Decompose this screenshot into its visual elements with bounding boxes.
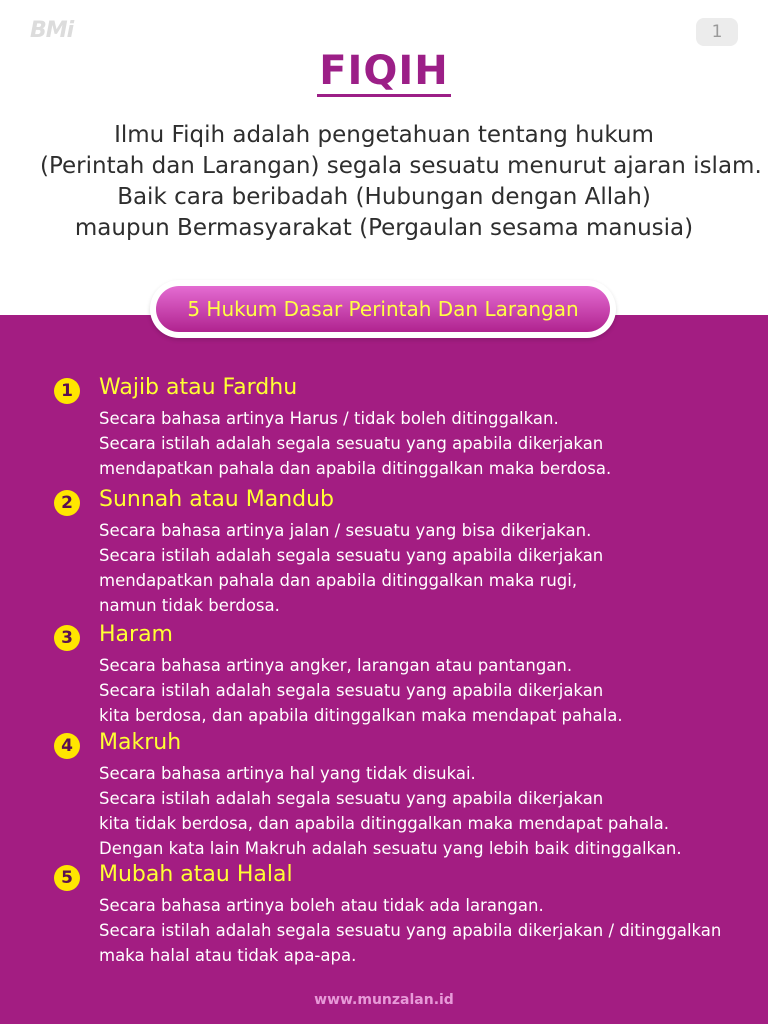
description-line: maka halal atau tidak apa-apa. [99,946,357,965]
footer-website: www.munzalan.id [314,992,454,1008]
description-line: Secara bahasa artinya angker, larangan atau pantangan. [99,656,573,675]
number-badge: 5 [54,865,80,891]
description-line: Secara istilah adalah segala sesuatu yang apabila dikerjakan [99,546,604,565]
description-line: mendapatkan pahala dan apabila ditinggalkan maka rugi, [99,571,578,590]
number-badge: 1 [54,378,80,404]
page-number-badge: 1 [696,18,738,46]
description-line: Secara istilah adalah segala sesuatu yang apabila dikerjakan / ditinggalkan [99,921,722,940]
page-title-text: FIQIH [317,48,451,97]
description-line: Secara bahasa artinya hal yang tidak disukai. [99,764,476,783]
intro-line: Baik cara beribadah (Hubungan dengan Allah) [117,184,651,210]
page-title [0,48,768,94]
item-description [99,761,682,861]
item-description [99,518,603,618]
description-line: Secara bahasa artinya Harus / tidak boleh ditinggalkan. [99,409,559,428]
description-line: Secara bahasa artinya jalan / sesuatu yang bisa dikerjakan. [99,521,592,540]
description-line: Secara istilah adalah segala sesuatu yang apabila dikerjakan [99,434,604,453]
intro-line: (Perintah dan Larangan) segala sesuatu menurut ajaran islam. [40,153,762,179]
description-line: Secara bahasa artinya boleh atau tidak ada larangan. [99,896,544,915]
intro-paragraph [40,120,762,244]
item-title: Wajib atau Fardhu [99,375,298,400]
number-badge: 2 [54,490,80,516]
item-title: Makruh [99,730,182,755]
brand-logo: BMi [30,18,74,43]
number-badge: 4 [54,733,80,759]
description-line: kita berdosa, dan apabila ditinggalkan maka mendapat pahala. [99,706,623,725]
intro-line: maupun Bermasyarakat (Pergaulan sesama manusia) [74,215,694,241]
item-title: Haram [99,622,173,647]
description-line: kita tidak berdosa, dan apabila ditinggalkan maka mendapat pahala. [99,814,670,833]
description-line: Secara istilah adalah segala sesuatu yang apabila dikerjakan [99,681,604,700]
item-description [99,893,721,968]
section-heading: 5 Hukum Dasar Perintah Dan Larangan [156,286,610,332]
description-line: mendapatkan pahala dan apabila ditinggalkan maka berdosa. [99,459,612,478]
number-badge: 3 [54,625,80,651]
section-heading-frame [150,280,616,338]
item-description [99,653,623,728]
description-line: Secara istilah adalah segala sesuatu yang apabila dikerjakan [99,789,604,808]
item-description [99,406,611,481]
item-title: Sunnah atau Mandub [99,487,335,512]
intro-line: Ilmu Fiqih adalah pengetahuan tentang hukum [114,122,654,148]
description-line: namun tidak berdosa. [99,596,280,615]
description-line: Dengan kata lain Makruh adalah sesuatu yang lebih baik ditinggalkan. [99,839,682,858]
item-title: Mubah atau Halal [99,862,293,887]
